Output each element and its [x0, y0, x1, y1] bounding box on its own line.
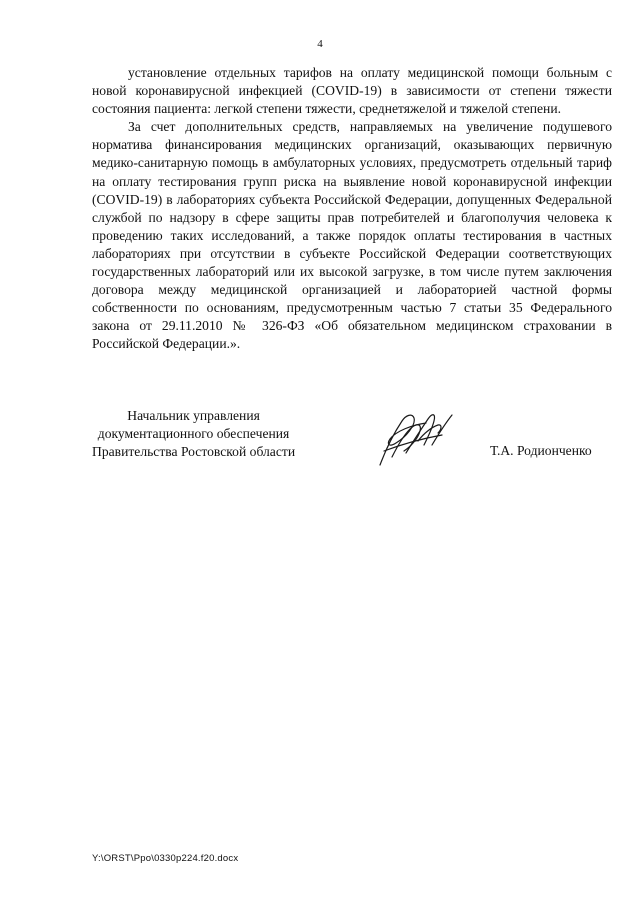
paragraph-1: установление отдельных тарифов на оплату медицинской помощи больным с новой коронавирусной инфекцией (COVID-19) в зависимости от степени тяжести состояния пациента: легкой степени тяжести, среднетяжелой и тяжелой степени.: [92, 65, 612, 117]
paragraph-2: За счет дополнительных средств, направляемых на увеличение подушевого норматива финансирования медицинских организаций, оказывающих первичную медико-санитарную помощь в амбулаторных условиях, предусмотреть отдельный тариф на оплату тестирования групп риска на выявление новой коронавирусной инфекции (COVID-19) в лабораториях субъекта Российской Федерации, допущенных Федеральной службой по надзору в сфере защиты прав потребителей и благополучия человека к проведению таких исследований, а также порядок оплаты тестирования в частных лабораториях при отсутствии в субъекте Российской Федерации соответствующих государственных лабораторий или их высокой загрузке, в том числе путем заключения договора между медицинской организацией и лабораторией частной формы собственности по основаниям, предусмотренным частью 7 статьи 35 Федерального закона от 29.11.2010 № 326-ФЗ «Об обязательном медицинском страховании в Российской Федерации.».: [92, 119, 612, 352]
signer-name: Т.А. Родионченко: [490, 443, 592, 458]
page-number: 4: [317, 38, 323, 50]
position-line-2: документационного обеспечения: [97, 426, 290, 441]
signatory-position: [92, 407, 295, 461]
position-line-3: Правительства Ростовской области: [92, 444, 296, 459]
footer-file-path: Y:\ORST\Ppo\0330p224.f20.docx: [92, 853, 239, 864]
document-body: [92, 64, 612, 354]
handwritten-signature: [372, 405, 464, 471]
position-line-1: Начальник управления: [127, 408, 260, 423]
